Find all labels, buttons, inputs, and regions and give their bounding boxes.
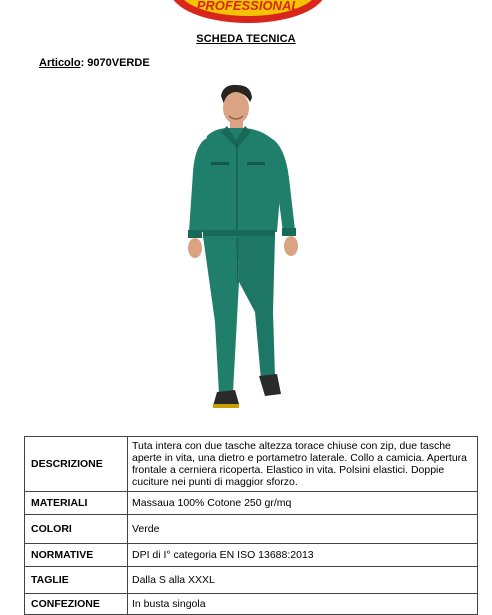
spec-row-materiali [25,492,478,515]
spec-key: COLORI [25,515,128,544]
spec-value: DPI di I° categoria EN ISO 13688:2013 [128,544,478,567]
spec-row-colori [25,515,478,544]
spec-value: Tuta intera con due tasche altezza torace chiuse con zip, due tasche aperte in vita, una dietro e portametro laterale. Collo a camicia. Apertura frontale a cerniera ricoperta. Elastico in vita. Polsini elastici. Doppie cuciture nei punti di maggior sforzo. [128,437,478,492]
spec-key: MATERIALI [25,492,128,515]
article-code: : 9070VERDE [80,57,150,69]
article-line [39,57,150,69]
product-photo [185,82,325,422]
spec-key: TAGLIE [25,567,128,594]
spec-value: Massaua 100% Cotone 250 gr/mq [128,492,478,515]
spec-table [24,436,478,615]
spec-row-taglie [25,567,478,594]
article-label: Articolo [39,57,81,69]
logo-text: PROFESSIONAL [196,0,300,13]
spec-row-normative [25,544,478,567]
spec-value: In busta singola [128,594,478,615]
spec-key: CONFEZIONE [25,594,128,615]
spec-row-descrizione [25,437,478,492]
spec-value: Dalla S alla XXXL [128,567,478,594]
brand-logo [168,0,328,24]
spec-key: DESCRIZIONE [25,437,128,492]
spec-row-confezione [25,594,478,615]
page-title: SCHEDA TECNICA [196,33,296,45]
spec-value: Verde [128,515,478,544]
spec-key: NORMATIVE [25,544,128,567]
